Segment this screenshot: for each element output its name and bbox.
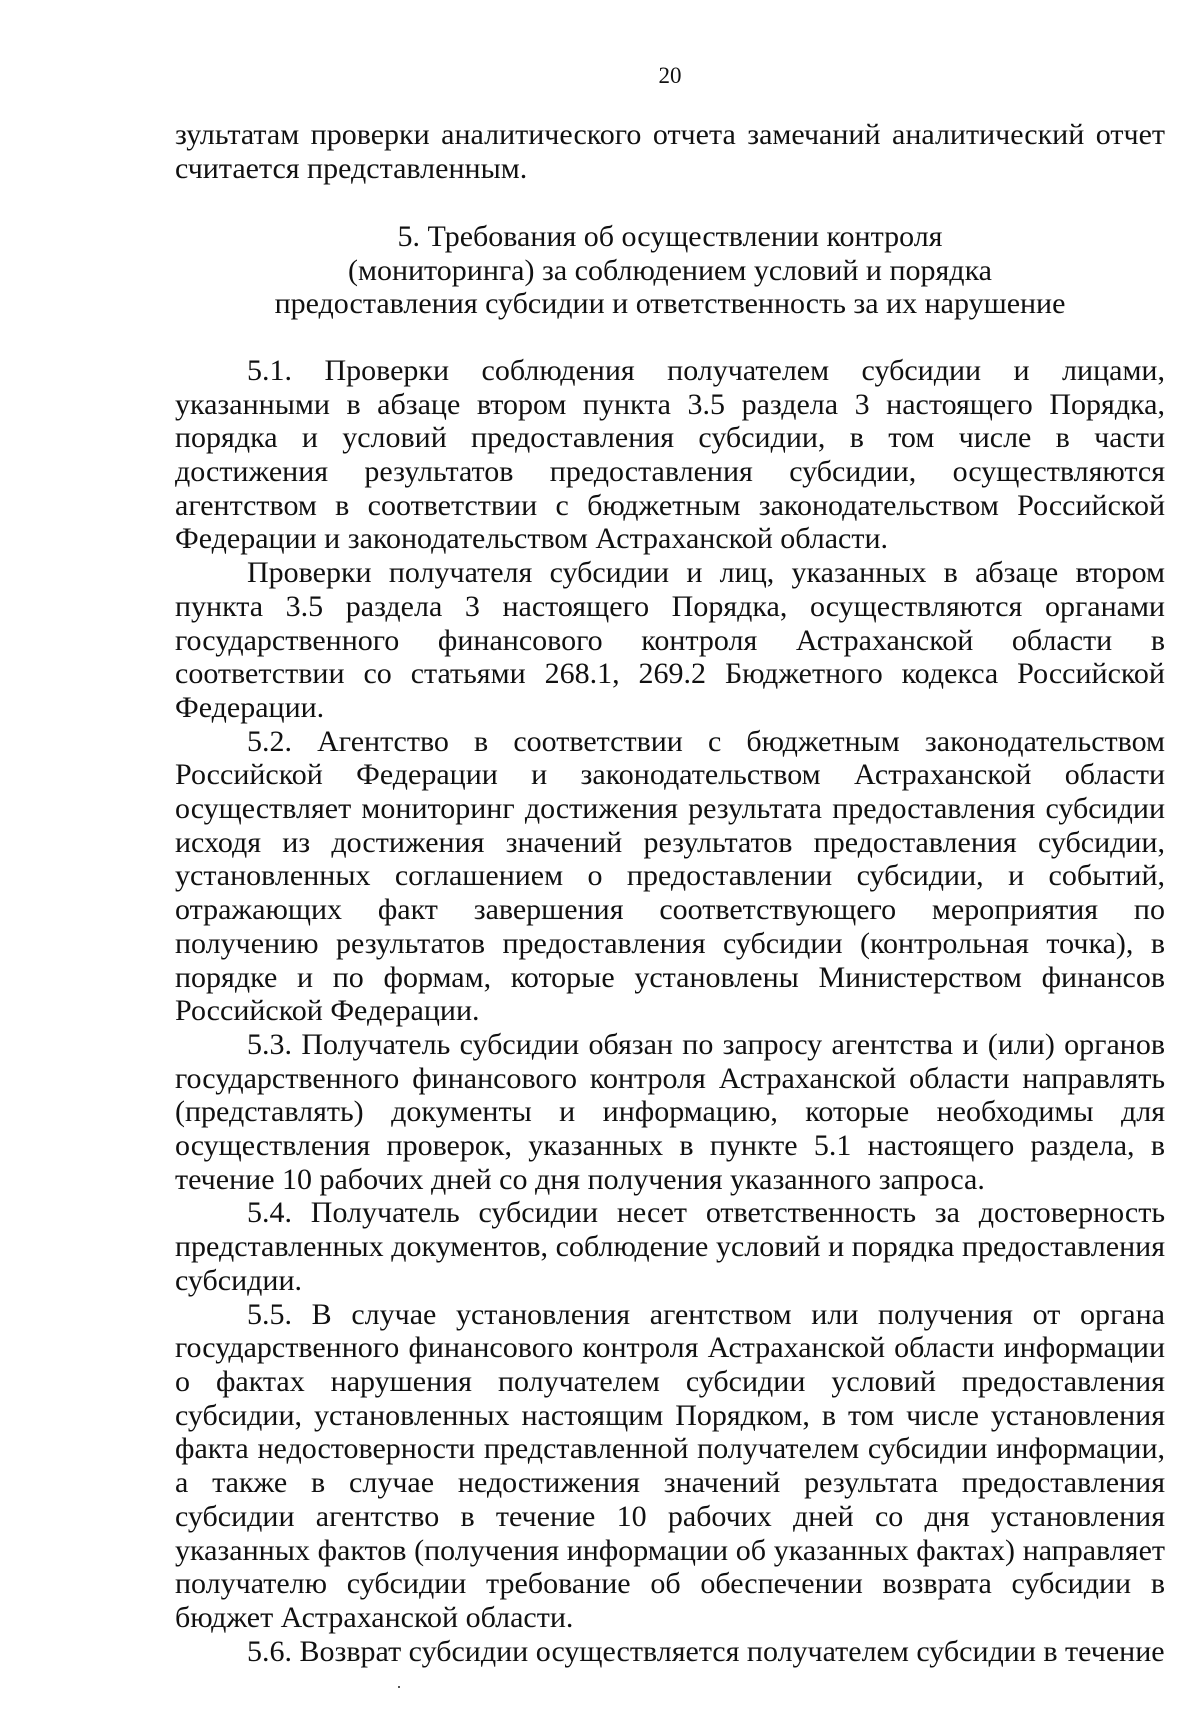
paragraph-5-5: 5.5. В случае установления агентством или получения от органа государственного финансового контроля Астраханской области информации о фактах нарушения получателем субсидии условий предоставления субсидии, установленных настоящим Порядком, в том числе установления факта недостоверности представленной получателем субсидии информации, а также в случае недостижения значений результата предоставления субсидии агентство в течение 10 рабочих дней со дня установления указанных фактов (получения информации об указанных фактах) направляет получателю субсидии требование об обеспечении возврата субсидии в бюджет Астраханской области. [175,1297,1165,1634]
section-heading [175,220,1165,321]
paragraph-5-1: 5.1. Проверки соблюдения получателем субсидии и лицами, указанными в абзаце втором пункта 3.5 раздела 3 настоящего Порядка, порядка и условий предоставления субсидии, в том числе в части достижения результатов предоставления субсидии, осуществляются агентством в соответствии с бюджетным законодательством Российской Федерации и законодательством Астраханской области. [175,353,1165,556]
page-body [175,118,1165,1668]
section-heading-line-2: (мониторинга) за соблюдением условий и порядка [347,253,993,287]
paragraph-5-4: 5.4. Получатель субсидии несет ответственность за достоверность представленных документов, соблюдение условий и порядка предоставления субсидии. [175,1196,1165,1297]
paragraph-5-3: 5.3. Получатель субсидии обязан по запросу агентства и (или) органов государственного финансового контроля Астраханской области направлять (представлять) документы и информацию, которые необходимы для осуществления проверок, указанных в пункте 5.1 настоящего раздела, в течение 10 рабочих дней со дня получения указанного запроса. [175,1027,1165,1196]
page-number: 20 [658,63,682,88]
section-heading-line-1: 5. Требования об осуществлении контроля [397,220,943,254]
paragraph-5-6: 5.6. Возврат субсидии осуществляется получателем субсидии в течение [247,1634,1165,1668]
scan-dot-mark [398,1686,400,1688]
paragraph-5-2: 5.2. Агентство в соответствии с бюджетным законодательством Российской Федерации и законодательством Астраханской области осуществляет мониторинг достижения результата предоставления субсидии исходя из достижения значений результатов предоставления субсидии, установленных соглашением о предоставлении субсидии, и событий, отражающих факт завершения соответствующего мероприятия по получению результатов предоставления субсидии (контрольная точка), в порядке и по формам, которые установлены Министерством финансов Российской Федерации. [175,724,1165,1028]
section-heading-line-3: предоставления субсидии и ответственность за их нарушение [274,287,1066,321]
paragraph-5-1-checks: Проверки получателя субсидии и лиц, указанных в абзаце втором пункта 3.5 раздела 3 настоящего Порядка, осуществляются органами государственного финансового контроля Астраханской области в соответствии со статьями 268.1, 269.2 Бюджетного кодекса Российской Федерации. [175,556,1165,724]
continuation-paragraph: зультатам проверки аналитического отчета замечаний аналитический отчет считается представленным. [175,118,1165,185]
